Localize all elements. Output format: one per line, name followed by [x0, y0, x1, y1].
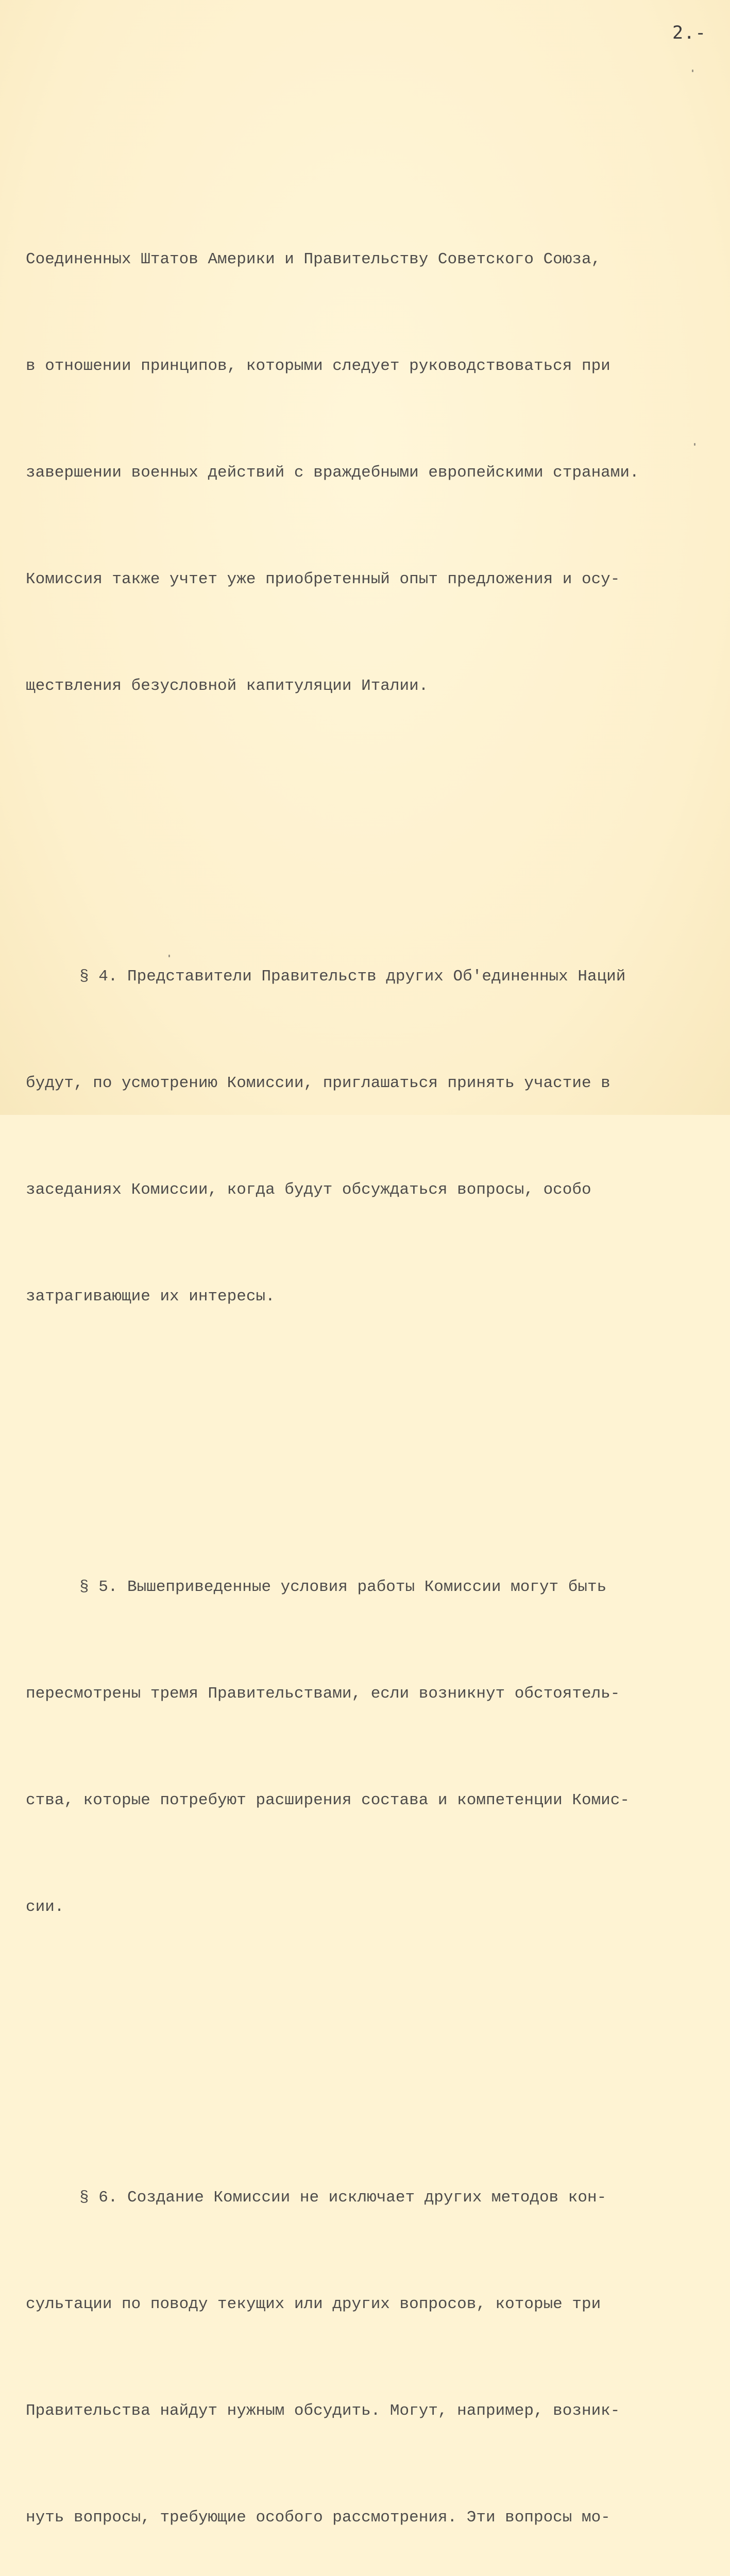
paragraph-section-5 [26, 1498, 716, 1996]
text-line: сии. [26, 1898, 64, 1916]
text-line: Соединенных Штатов Америки и Правительству Советского Союза, [26, 250, 601, 268]
ink-speck [168, 955, 170, 957]
text-line: завершении военных действий с враждебными европейскими странами. [26, 464, 639, 482]
text-line: в отношении принципов, которыми следует руководствоваться при [26, 357, 610, 375]
ink-speck [692, 70, 693, 72]
page-number: 2.- [672, 23, 707, 43]
text-line: пересмотрены тремя Правительствами, если возникнут обстоятель- [26, 1685, 620, 1703]
text-line: Комиссия также учтет уже приобретенный опыт предложения и осу- [26, 570, 620, 588]
text-line: сультации по поводу текущих или других вопросов, которые три [26, 2295, 601, 2313]
text-line: будут, по усмотрению Комиссии, приглашаться принять участие в [26, 1074, 610, 1092]
paragraph-section-6 [26, 2109, 716, 2576]
text-line: затрагивающие их интересы. [26, 1287, 275, 1306]
paragraph-section-4 [26, 888, 716, 1385]
text-line: нуть вопросы, требующие особого рассмотрения. Эти вопросы мо- [26, 2509, 610, 2527]
text-line: ства, которые потребуют расширения состава и компетенции Комис- [26, 1791, 630, 1809]
text-line: заседаниях Комиссии, когда будут обсуждаться вопросы, особо [26, 1181, 591, 1199]
paragraph-continuation [26, 171, 716, 775]
text-line: ществления безусловной капитуляции Италии. [26, 677, 429, 695]
document-body [26, 64, 716, 2576]
text-line: § 5. Вышеприведенные условия работы Комиссии могут быть [79, 1578, 607, 1596]
ink-speck [694, 443, 695, 446]
text-line: § 4. Представители Правительств других Об'единенных Наций [79, 968, 626, 986]
text-line: Правительства найдут нужным обсудить. Могут, например, возник- [26, 2402, 620, 2420]
text-line: § 6. Создание Комиссии не исключает других методов кон- [79, 2189, 607, 2207]
